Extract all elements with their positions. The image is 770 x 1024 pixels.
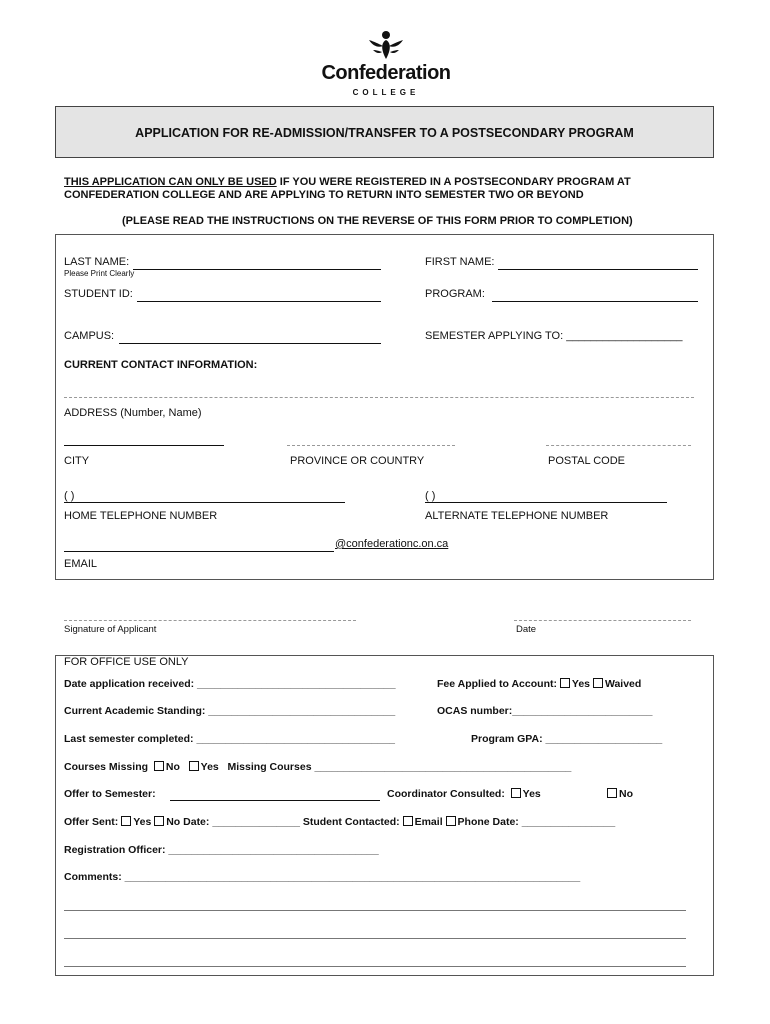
comments-line[interactable] [64,938,686,939]
student-contacted-label: Student Contacted: [302,816,400,828]
notice-rest: IF YOU WERE REGISTERED IN A POSTSECONDARY PROGRAM AT [276,176,631,188]
home-phone-label: HOME TELEPHONE NUMBER [64,510,218,522]
city-field[interactable] [64,445,224,446]
contacted-email-checkbox[interactable] [403,816,413,826]
contacted-phone-label: Phone [457,816,490,828]
email-label: EMAIL [64,558,98,570]
last-name-field[interactable] [133,269,381,270]
campus-field[interactable] [119,343,381,344]
offer-semester-field[interactable] [170,800,380,801]
logo-subtitle: COLLEGE [352,88,420,97]
first-name-field[interactable] [498,269,698,270]
fee-applied-label: Fee Applied to Account: [437,678,557,690]
courses-missing-no-label: No [165,761,180,773]
postal-code-field[interactable] [546,445,691,446]
alt-phone-area-code[interactable]: ( ) [425,490,436,502]
offer-sent-no-checkbox[interactable] [154,816,164,826]
home-phone-area-code[interactable]: ( ) [64,490,75,502]
last-semester-field[interactable]: Last semester completed: __________________________________ [64,733,396,745]
student-id-label: STUDENT ID: [64,288,133,300]
campus-label: CAMPUS: [64,330,115,342]
offer-sent-row [64,816,615,828]
logo-wordmark: Confederation [321,62,451,84]
fee-yes-checkbox[interactable] [560,678,570,688]
signature-label: Signature of Applicant [64,624,157,635]
office-use-heading: FOR OFFICE USE ONLY [64,656,189,668]
contacted-phone-checkbox[interactable] [446,816,456,826]
email-domain: @confederationc.on.ca [335,538,449,550]
semester-applying-field[interactable]: SEMESTER APPLYING TO: ___________________ [425,330,683,342]
first-name-label: FIRST NAME: [425,256,495,268]
courses-missing-yes-checkbox[interactable] [189,761,199,771]
program-field[interactable] [492,301,698,302]
courses-missing-row [64,761,571,773]
address-field[interactable] [64,397,694,398]
offer-sent-no-label: No [166,816,181,828]
city-label: CITY [64,455,90,467]
contact-info-heading: CURRENT CONTACT INFORMATION: [64,359,258,371]
confederation-emblem-icon [367,30,405,60]
program-label: PROGRAM: [425,288,485,300]
coordinator-yes-checkbox[interactable] [511,788,521,798]
comments-line[interactable] [64,966,686,967]
ocas-number-field[interactable]: OCAS number:________________________ [437,705,653,717]
fee-waived-label: Waived [604,678,642,690]
offer-sent-yes-label: Yes [133,816,152,828]
offer-sent-label: Offer Sent: [64,816,119,828]
print-clearly-hint: Please Print Clearly [64,269,135,278]
instructions-note: (PLEASE READ THE INSTRUCTIONS ON THE REVERSE OF THIS FORM PRIOR TO COMPLETION) [122,215,633,227]
registration-officer-field[interactable]: Registration Officer: ____________________________________ [64,844,379,856]
form-title: APPLICATION FOR RE-ADMISSION/TRANSFER TO A POSTSECONDARY PROGRAM [135,126,634,140]
fee-yes-label: Yes [571,678,591,690]
coordinator-yes-label: Yes [522,788,541,800]
signature-field[interactable] [64,620,356,621]
comments-field[interactable]: Comments: ______________________________________________________________________________ [64,871,581,883]
contacted-email-label: Email [414,816,443,828]
date-received-field[interactable]: Date application received: __________________________________ [64,678,396,690]
coordinator-no-row [607,788,633,800]
fee-applied-row [437,678,641,690]
coordinator-label: Coordinator Consulted: [387,788,505,800]
contacted-date-field[interactable]: Date: ________________ [492,816,616,828]
home-phone-field[interactable] [64,502,345,503]
alt-phone-label: ALTERNATE TELEPHONE NUMBER [425,510,609,522]
signature-date-field[interactable] [514,620,691,621]
coordinator-row [387,788,541,800]
courses-missing-yes-label: Yes [200,761,219,773]
province-field[interactable] [287,445,455,446]
courses-missing-label: Courses Missing [64,761,149,773]
fee-waived-checkbox[interactable] [593,678,603,688]
province-label: PROVINCE OR COUNTRY [290,455,425,467]
college-logo [316,30,456,100]
eligibility-notice [64,176,631,188]
academic-standing-field[interactable]: Current Academic Standing: ________________________________ [64,705,396,717]
program-gpa-field[interactable]: Program GPA: ____________________ [471,733,663,745]
courses-missing-no-checkbox[interactable] [154,761,164,771]
address-label: ADDRESS (Number, Name) [64,407,202,419]
signature-date-label: Date [516,624,537,635]
student-id-field[interactable] [137,301,381,302]
form-title-box [55,106,714,158]
email-field[interactable] [64,551,334,552]
notice-underlined: THIS APPLICATION CAN ONLY BE USED [64,176,277,188]
offer-semester-label: Offer to Semester: [64,788,156,800]
last-name-label: LAST NAME: [64,256,130,268]
alt-phone-field[interactable] [425,502,667,503]
missing-courses-field[interactable]: Missing Courses ____________________________________________ [227,761,572,773]
coordinator-no-label: No [619,788,633,800]
offer-sent-date-field[interactable]: Date: _______________ [183,816,300,828]
postal-code-label: POSTAL CODE [548,455,626,467]
coordinator-no-checkbox[interactable] [607,788,617,798]
eligibility-notice-line2: CONFEDERATION COLLEGE AND ARE APPLYING TO RETURN INTO SEMESTER TWO OR BEYOND [64,189,584,201]
comments-line[interactable] [64,910,686,911]
offer-sent-yes-checkbox[interactable] [121,816,131,826]
